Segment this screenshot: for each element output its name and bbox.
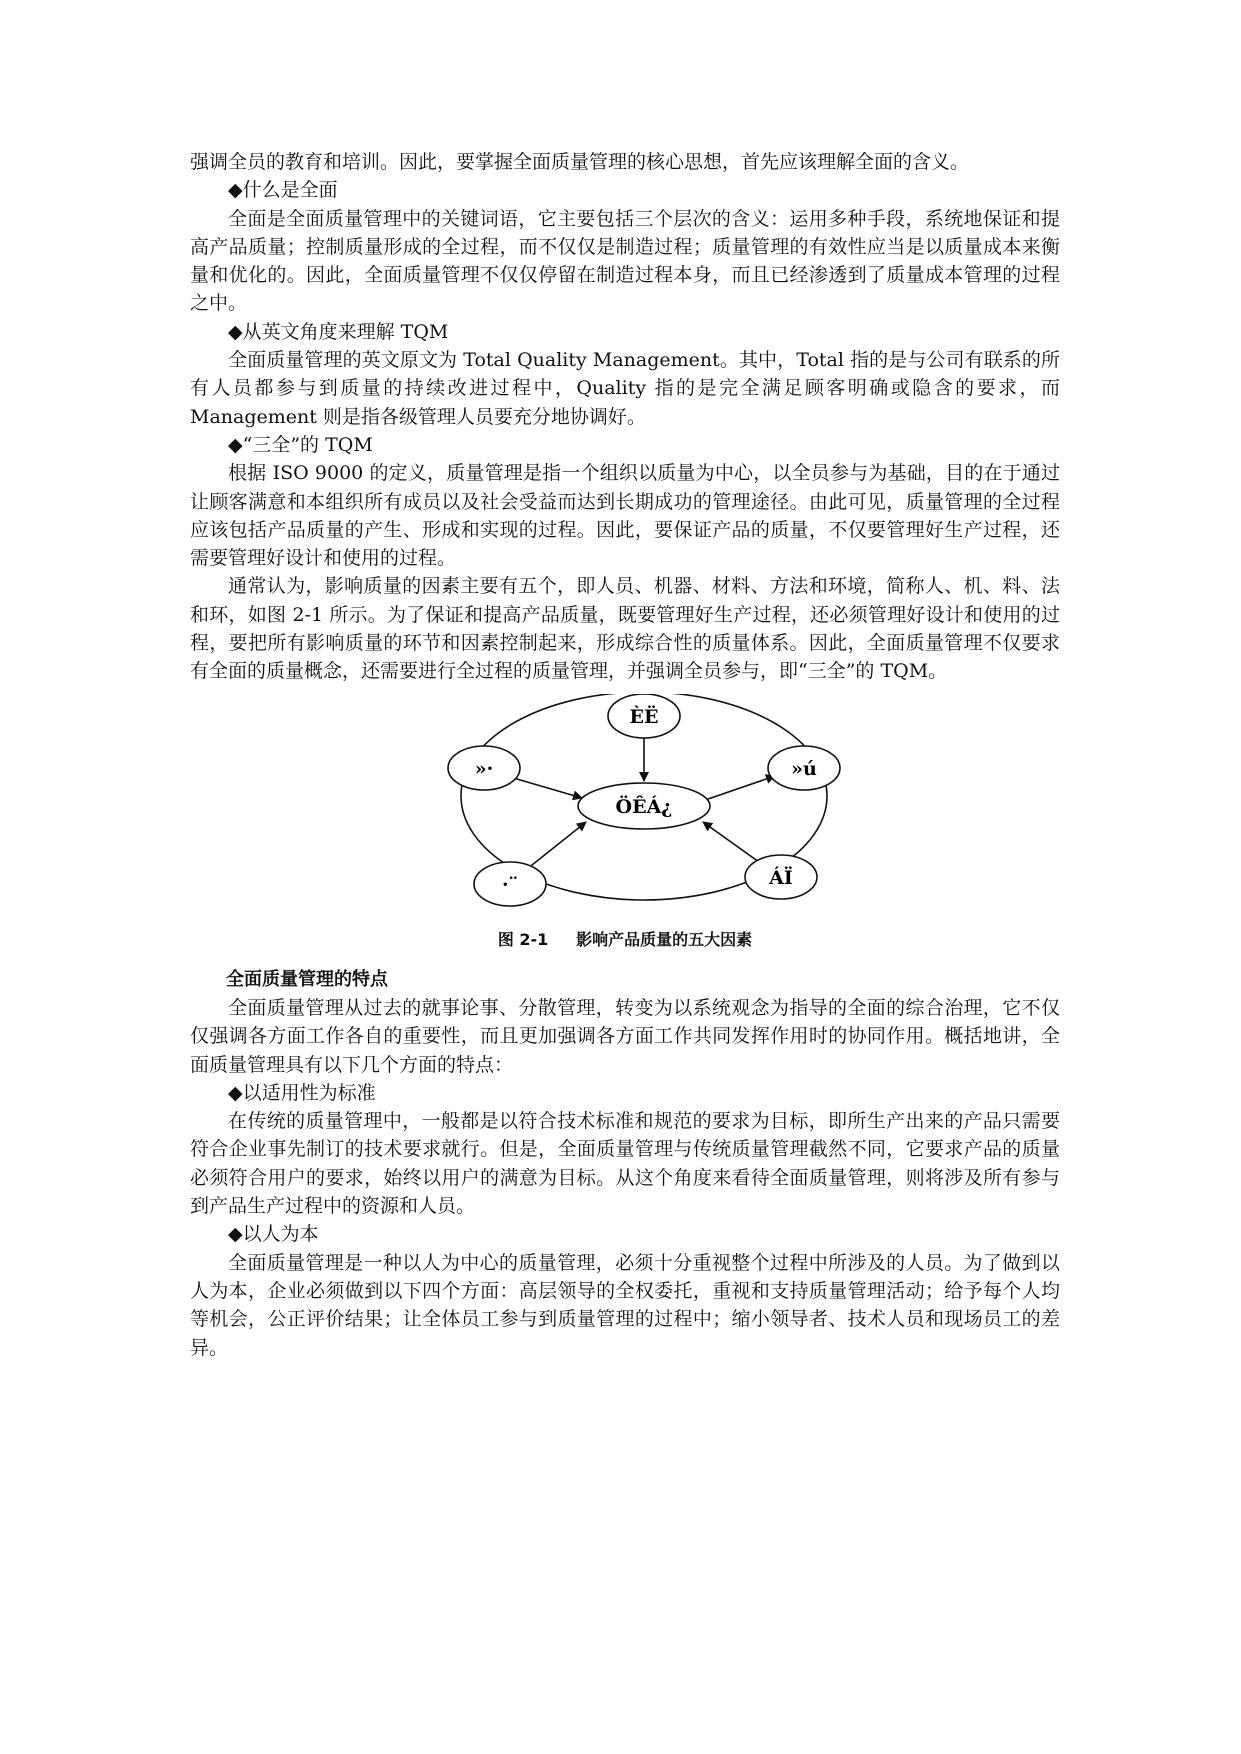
paragraph-total-meaning: 全面是全面质量管理中的关键词语，它主要包括三个层次的含义：运用多种手段，系统地保证和提高产品质量；控制质量形成的全过程，而不仅仅是制造过程；质量管理的有效性应当是以质量成本来衡量和优化的。因此，全面质量管理不仅仅停留在制造过程本身，而且已经渗透到了质量成本管理的过程之中。 (190, 207, 1060, 315)
paragraph-english-tqm: 全面质量管理的英文原文为 Total Quality Management。其中，Total 指的是与公司有联系的所有人员都参与到质量的持续改进过程中，Quality 指的是完全满足顾客明确或隐含的要求，而 Management 则是指各级管理人员要充分地协调好。 (190, 349, 1060, 428)
node-top-label: ÈË (629, 705, 659, 728)
figure-caption-number: 图 2-1 (497, 929, 549, 949)
paragraph-applicability: 在传统的质量管理中，一般都是以符合技术标准和规范的要求为目标，即所生产出来的产品只需要符合企业事先制订的技术要求就行。但是，全面质量管理与传统质量管理截然不同，它要求产品的质量必须符合用户的要求，始终以用户的满意为目标。从这个角度来看待全面质量管理，则将涉及所有参与到产品生产过程中的资源和人员。 (190, 1110, 1060, 1218)
figure-caption-text: 影响产品质量的五大因素 (576, 929, 753, 949)
node-center (578, 783, 710, 829)
node-left (448, 746, 520, 790)
document-page (190, 148, 1060, 1362)
paragraph-people-oriented: 全面质量管理是一种以人为中心的质量管理，必须十分重视整个过程中所涉及的人员。为了做到以人为本，企业必须做到以下四个方面：高层领导的全权委托，重视和支持质量管理活动；给予每个人均等机会，公正评价结果；让全体员工参与到质量管理的过程中；缩小领导者、技术人员和现场员工的差异。 (190, 1251, 1060, 1359)
paragraph-features-intro: 全面质量管理从过去的就事论事、分散管理，转变为以系统观念为指导的全面的综合治理，它不仅仅强调各方面工作各自的重要性，而且更加强调各方面工作共同发挥作用时的协同作用。概括地讲，全面质量管理具有以下几个方面的特点： (190, 996, 1060, 1076)
figure-five-factors (190, 694, 1060, 952)
node-bottom-left (474, 862, 546, 906)
paragraph-five-factors: 通常认为，影响质量的因素主要有五个，即人员、机器、材料、方法和环境，简称人、机、料、法和环，如图 2-1 所示。为了保证和提高产品质量，既要管理好生产过程，还必须管理好设计和使用的过程，要把所有影响质量的环节和因素控制起来，形成综合性的质量体系。因此，全面质量管理不仅要求有全面的质量概念，还需要进行全过程的质量管理，并强调全员参与，即“三全”的 TQM。 (190, 575, 1060, 683)
intro-line: 强调全员的教育和培训。因此，要掌握全面质量管理的核心思想，首先应该理解全面的含义。 (190, 151, 970, 173)
node-bottom-right (745, 855, 817, 899)
node-center-label: ÖÊÁ¿ (615, 795, 673, 818)
node-bottom-right-label: ÁÏ (769, 866, 793, 889)
arrow-left-to-center (510, 777, 582, 798)
arrow-center-to-right (708, 776, 775, 799)
node-bottom-left-label: ·¨ (501, 873, 519, 896)
bullet-people-oriented: ◆以人为本 (228, 1223, 319, 1246)
paragraph-iso-definition: 根据 ISO 9000 的定义，质量管理是指一个组织以质量为中心，以全员参与为基础，目的在于通过让顾客满意和本组织所有成员以及社会受益而达到长期成功的管理途径。由此可见，质量管理的全过程应该包括产品质量的产生、形成和实现的过程。因此，要保证产品的质量，不仅要管理好生产过程，还需要管理好设计和使用的过程。 (190, 462, 1060, 570)
section-heading-tqm-features: 全面质量管理的特点 (226, 968, 388, 990)
bullet-english-tqm: ◆从英文角度来理解 TQM (228, 320, 449, 343)
node-right-label: »ú (791, 757, 817, 780)
figure-caption (190, 926, 1060, 954)
bullet-three-total: ◆“三全”的 TQM (228, 433, 373, 456)
bullet-what-is-total: ◆什么是全面 (228, 179, 338, 202)
node-left-label: »· (474, 757, 494, 780)
bullet-applicability: ◆以适用性为标准 (228, 1081, 376, 1104)
node-right (768, 746, 840, 790)
arrow-bottomleft-to-center (522, 822, 586, 873)
node-top (608, 694, 680, 738)
five-factors-diagram (190, 694, 1060, 926)
